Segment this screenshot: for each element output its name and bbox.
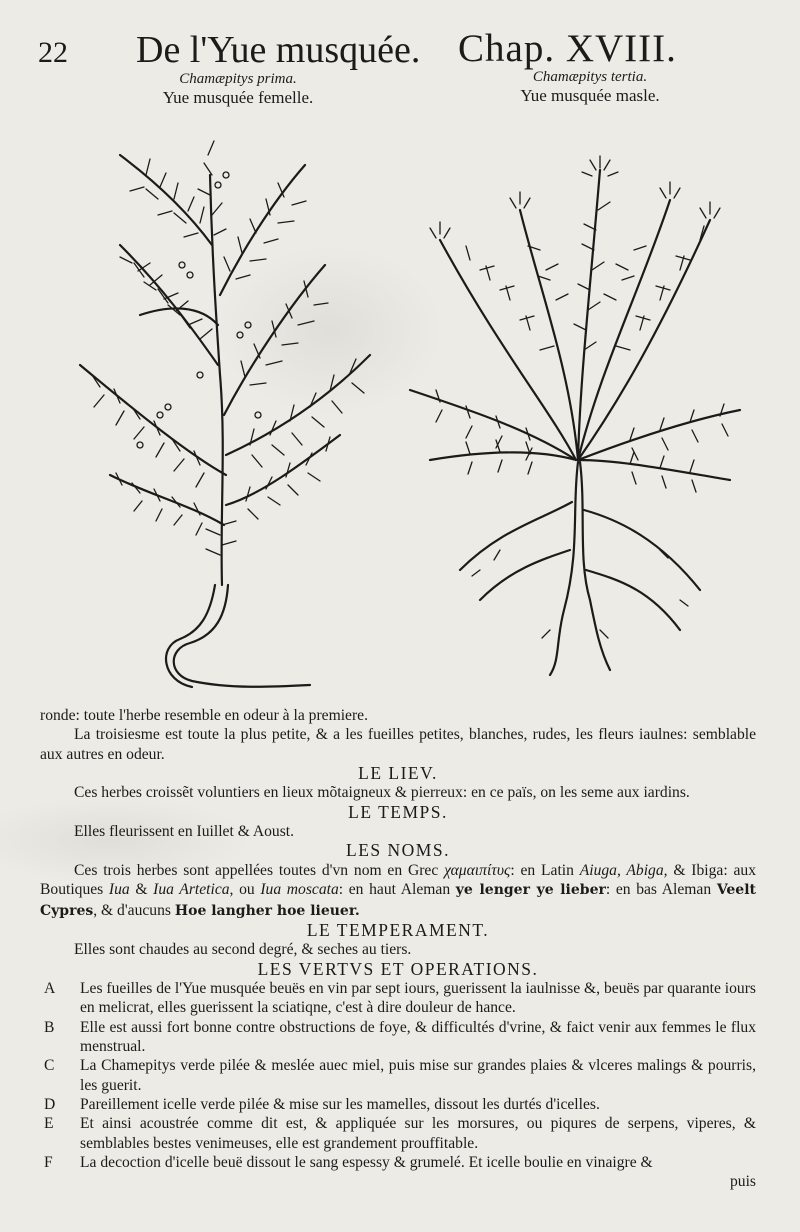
section-text-noms: Ces trois herbes sont appellées toutes d'vn nom en Grec χαμαιπίτυς: en Latin Aiuga, Abiga, & Ibiga: aux Boutiques Iua & Iua Artetica, ou Iua moscata: en haut Aleman ye lenger ye lieber: en bas Aleman Veelt Cypres, & d'aucuns Hoe langher hoe lieuer. [40,861,756,919]
marginal-letter: B [44,1018,55,1036]
blackletter-name: ye lenger ye lieber [455,882,606,899]
woodcut-illustration-right [400,130,760,690]
body-text [40,706,756,1191]
virtue-text: Pareillement icelle verde pilée & mise sur les mamelles, dissout les durtés d'icelles. [80,1095,600,1113]
virtue-text: Les fueilles de l'Yue musquée beuës en vin par sept iours, guerissent la iaulnisse &, beuës par quarante iours en melicrat, elles guerissent la sciatiqne, c'est à dire douleur de hance. [80,980,756,1017]
right-figure-latin-name: Chamæpitys tertia. [532,69,648,85]
virtue-item [40,1114,756,1153]
virtue-item [40,1153,756,1172]
page-number: 22 [38,36,68,69]
virtue-text: La Chamepitys verde pilée & meslée auec miel, puis mise sur grandes plaies & vlceres malings & pourris, les guerit. [80,1057,756,1094]
left-figure-latin-name: Chamæpitys prima. [179,71,297,87]
virtue-text: Et ainsi acoustrée comme dit est, & appliquée sur les morsures, ou piqures de serpens, viperes, & semblables bestes venimeuses, elle est grandement prouffitable. [80,1115,756,1152]
right-figure-caption [470,68,710,106]
virtue-item [40,1018,756,1057]
marginal-letter: E [44,1115,54,1133]
blackletter-name: Veelt Cypres [40,882,756,919]
virtue-item [40,979,756,1018]
blackletter-name: Hoe langher hoe lieuer. [174,902,360,919]
paragraph-third-species: La troisiesme est toute la plus petite, & a les fueilles petites, blanches, rudes, les fleurs iaulnes: semblable aux autres en odeur. [40,726,756,763]
catchword: puis [730,1173,756,1191]
section-text-temps: Elles fleurissent en Iuillet & Aoust. [74,823,295,841]
section-text-temperament: Elles sont chaudes au second degré, & seches au tiers. [74,941,412,959]
marginal-letter: D [44,1095,56,1113]
greek-name: χαμαιπίτυς [444,861,511,879]
virtue-text: La decoction d'icelle beuë dissout le sang espessy & grumelé. Et icelle boulie en vinaigre & [80,1153,653,1171]
woodcut-illustration-left [40,115,400,705]
marginal-letter: C [44,1057,55,1075]
section-heading-noms: LES NOMS. [346,840,450,861]
virtue-item [40,1056,756,1095]
marginal-letter: A [44,980,56,998]
paragraph-continuation: ronde: toute l'herbe resemble en odeur à la premiere. [40,707,368,724]
virtue-item [40,1095,756,1114]
left-figure-french-name: Yue musquée femelle. [162,88,314,107]
section-heading-temperament: LE TEMPERAMENT. [306,919,490,940]
virtue-text: Elle est aussi fort bonne contre obstructions de foye, & difficultés d'vrine, & faict venir aux femmes le flux menstrual. [80,1018,756,1056]
section-heading-lieu: LE LIEV. [358,762,438,783]
chapter-heading: Chap. XVIII. [458,27,677,70]
left-figure-caption [118,70,358,108]
running-title: De l'Yue musquée. [136,29,421,71]
section-text-lieu: Ces herbes croissẽt voluntiers en lieux mõtaigneux & pierreux: en ce païs, on les seme aux iardins. [74,784,690,802]
section-heading-vertus: LES VERTVS ET OPERATIONS. [257,958,539,979]
marginal-letter: F [44,1153,53,1171]
section-heading-temps: LE TEMPS. [348,801,448,822]
right-figure-french-name: Yue musquée masle. [520,86,660,105]
